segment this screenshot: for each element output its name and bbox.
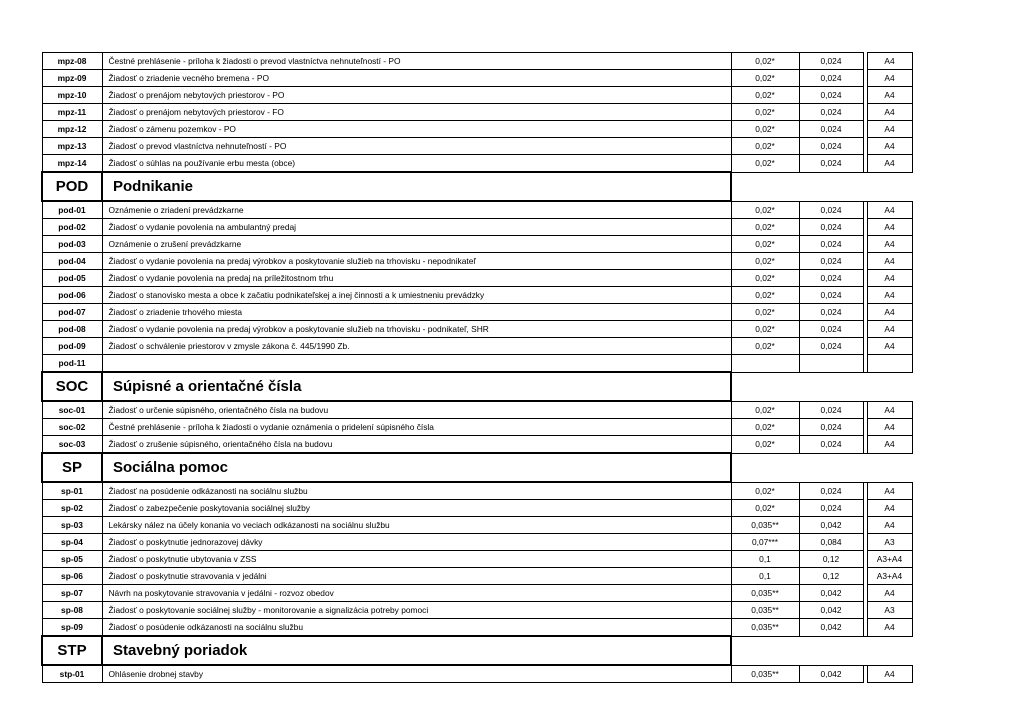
price-with-vat: 0,042 [799,665,863,683]
price-with-vat: 0,024 [799,304,863,321]
paper-format: A4 [867,436,912,454]
table-row [42,551,912,568]
paper-format: A4 [867,53,912,70]
form-description: Žiadosť o vydanie povolenia na ambulantný predaj [102,219,731,236]
form-code: sp-05 [42,551,102,568]
paper-format: A4 [867,338,912,355]
price-with-vat: 0,12 [799,568,863,585]
form-code: sp-09 [42,619,102,637]
form-code: sp-04 [42,534,102,551]
price-with-vat: 0,024 [799,270,863,287]
section-code: SOC [42,372,102,401]
form-description: Žiadosť o schválenie priestorov v zmysle zákona č. 445/1990 Zb. [102,338,731,355]
price-without-vat: 0,02* [731,201,799,219]
form-code: stp-01 [42,665,102,683]
price-without-vat: 0,02* [731,70,799,87]
table-row [42,201,912,219]
price-with-vat: 0,024 [799,253,863,270]
table-row [42,500,912,517]
paper-format: A4 [867,236,912,253]
price-without-vat: 0,02* [731,219,799,236]
price-without-vat: 0,035** [731,585,799,602]
form-description: Žiadosť na posúdenie odkázanosti na sociálnu službu [102,482,731,500]
form-description: Ohlásenie drobnej stavby [102,665,731,683]
paper-format: A4 [867,401,912,419]
form-code: mpz-09 [42,70,102,87]
form-code: mpz-10 [42,87,102,104]
price-without-vat: 0,035** [731,602,799,619]
paper-format: A4 [867,253,912,270]
form-description [102,355,731,373]
form-code: pod-01 [42,201,102,219]
table-row [42,104,912,121]
price-with-vat: 0,024 [799,482,863,500]
paper-format: A4 [867,155,912,173]
price-with-vat: 0,024 [799,87,863,104]
form-description: Čestné prehlásenie - príloha k žiadosti o vydanie oznámenia o pridelení súpisného čísla [102,419,731,436]
table-row [42,253,912,270]
section-header [42,172,912,201]
paper-format: A4 [867,87,912,104]
table-row [42,568,912,585]
paper-format: A4 [867,138,912,155]
form-code: pod-07 [42,304,102,321]
form-description: Žiadosť o posúdenie odkázanosti na sociálnu službu [102,619,731,637]
price-with-vat: 0,024 [799,201,863,219]
section-title: Súpisné a orientačné čísla [102,372,731,401]
table-row [42,482,912,500]
table-row [42,517,912,534]
form-code: soc-01 [42,401,102,419]
price-with-vat: 0,024 [799,419,863,436]
price-without-vat: 0,02* [731,155,799,173]
section-blank-cell [731,636,912,665]
form-code: soc-03 [42,436,102,454]
paper-format: A4 [867,482,912,500]
table-row [42,304,912,321]
form-code: pod-02 [42,219,102,236]
price-with-vat: 0,024 [799,121,863,138]
form-description: Žiadosť o vydanie povolenia na predaj výrobkov a poskytovanie služieb na trhovisku - podnikateľ, SHR [102,321,731,338]
paper-format: A4 [867,70,912,87]
section-blank-cell [731,453,912,482]
table-row [42,338,912,355]
table-row [42,585,912,602]
paper-format: A3 [867,534,912,551]
table-row [42,121,912,138]
form-description: Žiadosť o zriadenie trhového miesta [102,304,731,321]
table-row [42,534,912,551]
price-without-vat: 0,035** [731,665,799,683]
price-with-vat: 0,024 [799,401,863,419]
table-row [42,155,912,173]
form-description: Žiadosť o určenie súpisného, orientačného čísla na budovu [102,401,731,419]
form-code: pod-04 [42,253,102,270]
form-description: Žiadosť o poskytnutie ubytovania v ZSS [102,551,731,568]
section-header [42,372,912,401]
form-description: Žiadosť o stanovisko mesta a obce k začatiu podnikateľskej a inej činnosti a k umiestneniu prevádzky [102,287,731,304]
paper-format: A4 [867,321,912,338]
section-title: Sociálna pomoc [102,453,731,482]
form-description: Žiadosť o prevod vlastníctva nehnuteľností - PO [102,138,731,155]
form-description: Žiadosť o vydanie povolenia na predaj na príležitostnom trhu [102,270,731,287]
form-code: soc-02 [42,419,102,436]
price-without-vat: 0,02* [731,321,799,338]
table-row [42,401,912,419]
form-description: Žiadosť o zrušenie súpisného, orientačného čísla na budovu [102,436,731,454]
form-description: Žiadosť o vydanie povolenia na predaj výrobkov a poskytovanie služieb na trhovisku - nepodnikateľ [102,253,731,270]
form-code: mpz-12 [42,121,102,138]
form-description: Žiadosť o poskytovanie sociálnej služby - monitorovanie a signalizácia potreby pomoci [102,602,731,619]
section-header [42,453,912,482]
section-blank-cell [731,172,912,201]
form-code: pod-03 [42,236,102,253]
price-with-vat: 0,042 [799,517,863,534]
section-code: SP [42,453,102,482]
price-without-vat: 0,02* [731,138,799,155]
table-row [42,665,912,683]
price-with-vat: 0,024 [799,138,863,155]
price-with-vat: 0,024 [799,70,863,87]
price-without-vat: 0,02* [731,104,799,121]
paper-format: A3 [867,602,912,619]
table-row [42,321,912,338]
price-with-vat: 0,024 [799,219,863,236]
form-code: pod-09 [42,338,102,355]
form-code: pod-08 [42,321,102,338]
paper-format: A4 [867,500,912,517]
form-description: Návrh na poskytovanie stravovania v jedálni - rozvoz obedov [102,585,731,602]
form-code: mpz-13 [42,138,102,155]
price-with-vat: 0,024 [799,155,863,173]
table-row [42,219,912,236]
price-without-vat: 0,02* [731,270,799,287]
form-code: pod-05 [42,270,102,287]
paper-format: A4 [867,665,912,683]
price-without-vat: 0,035** [731,517,799,534]
form-description: Žiadosť o zámenu pozemkov - PO [102,121,731,138]
price-with-vat: 0,024 [799,338,863,355]
price-without-vat: 0,02* [731,500,799,517]
table-row [42,619,912,637]
form-code: sp-02 [42,500,102,517]
price-with-vat: 0,042 [799,602,863,619]
section-blank-cell [731,372,912,401]
price-without-vat: 0,02* [731,87,799,104]
paper-format: A4 [867,585,912,602]
table-row [42,419,912,436]
paper-format: A4 [867,104,912,121]
form-code: sp-08 [42,602,102,619]
table-row [42,87,912,104]
form-description: Žiadosť o prenájom nebytových priestorov - FO [102,104,731,121]
price-without-vat: 0,02* [731,419,799,436]
price-with-vat: 0,12 [799,551,863,568]
price-without-vat: 0,02* [731,401,799,419]
price-without-vat: 0,02* [731,287,799,304]
table-row [42,138,912,155]
table-row [42,355,912,373]
price-without-vat: 0,035** [731,619,799,637]
price-without-vat: 0,02* [731,482,799,500]
table-row [42,287,912,304]
paper-format: A4 [867,270,912,287]
price-with-vat: 0,042 [799,619,863,637]
paper-format: A4 [867,517,912,534]
table-body [42,53,912,683]
form-description: Žiadosť o zriadenie vecného bremena - PO [102,70,731,87]
section-title: Podnikanie [102,172,731,201]
price-with-vat: 0,042 [799,585,863,602]
form-description: Žiadosť o poskytnutie stravovania v jedálni [102,568,731,585]
price-without-vat: 0,02* [731,304,799,321]
paper-format: A4 [867,287,912,304]
form-description: Oznámenie o zriadení prevádzkarne [102,201,731,219]
paper-format: A4 [867,419,912,436]
form-description: Čestné prehlásenie - príloha k žiadosti o prevod vlastníctva nehnuteľností - PO [102,53,731,70]
price-without-vat: 0,02* [731,53,799,70]
form-code: mpz-14 [42,155,102,173]
price-with-vat: 0,024 [799,53,863,70]
section-code: STP [42,636,102,665]
paper-format: A3+A4 [867,568,912,585]
price-without-vat: 0,02* [731,236,799,253]
paper-format: A4 [867,201,912,219]
price-with-vat: 0,024 [799,500,863,517]
form-code: pod-11 [42,355,102,373]
price-without-vat: 0,07*** [731,534,799,551]
paper-format: A4 [867,304,912,321]
price-with-vat: 0,084 [799,534,863,551]
price-without-vat: 0,1 [731,551,799,568]
form-code: mpz-11 [42,104,102,121]
table-row [42,436,912,454]
table-row [42,270,912,287]
forms-price-table [41,52,913,683]
form-description: Žiadosť o súhlas na používanie erbu mesta (obce) [102,155,731,173]
paper-format: A4 [867,219,912,236]
section-code: POD [42,172,102,201]
price-with-vat: 0,024 [799,436,863,454]
table-row [42,602,912,619]
price-without-vat: 0,02* [731,121,799,138]
form-description: Žiadosť o prenájom nebytových priestorov - PO [102,87,731,104]
paper-format: A3+A4 [867,551,912,568]
section-header [42,636,912,665]
form-description: Žiadosť o poskytnutie jednorazovej dávky [102,534,731,551]
price-with-vat: 0,024 [799,321,863,338]
paper-format: A4 [867,619,912,637]
form-code: mpz-08 [42,53,102,70]
price-with-vat: 0,024 [799,104,863,121]
price-without-vat: 0,02* [731,436,799,454]
price-with-vat [799,355,863,373]
form-code: sp-03 [42,517,102,534]
price-without-vat [731,355,799,373]
table-row [42,236,912,253]
form-description: Lekársky nález na účely konania vo veciach odkázanosti na sociálnu službu [102,517,731,534]
form-code: pod-06 [42,287,102,304]
price-without-vat: 0,02* [731,338,799,355]
table-row [42,70,912,87]
paper-format [867,355,912,373]
form-description: Žiadosť o zabezpečenie poskytovania sociálnej služby [102,500,731,517]
price-with-vat: 0,024 [799,236,863,253]
form-code: sp-06 [42,568,102,585]
form-code: sp-01 [42,482,102,500]
price-without-vat: 0,02* [731,253,799,270]
price-without-vat: 0,1 [731,568,799,585]
form-description: Oznámenie o zrušení prevádzkarne [102,236,731,253]
form-code: sp-07 [42,585,102,602]
paper-format: A4 [867,121,912,138]
section-title: Stavebný poriadok [102,636,731,665]
table-row [42,53,912,70]
price-with-vat: 0,024 [799,287,863,304]
